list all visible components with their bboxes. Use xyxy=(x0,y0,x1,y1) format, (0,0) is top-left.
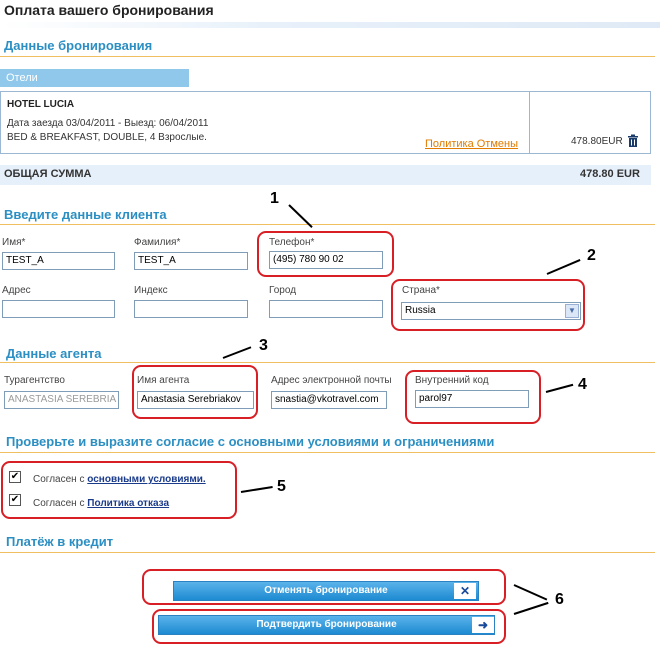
first-name-label: Имя* xyxy=(2,237,26,248)
close-icon: ✕ xyxy=(454,583,476,599)
confirm-booking-label: Подтвердить бронирование xyxy=(256,619,397,630)
agent-section-title: Данные агента xyxy=(6,346,102,361)
divider xyxy=(529,91,530,154)
cancellation-policy-link[interactable]: Политика Отмены xyxy=(425,138,519,150)
divider xyxy=(0,224,655,225)
agree-cancellation-checkbox[interactable]: ✔ xyxy=(10,494,20,505)
phone-label: Телефон* xyxy=(269,237,315,248)
highlight-phone xyxy=(257,231,394,277)
internal-code-label: Внутренний код xyxy=(415,375,489,386)
country-value: Russia xyxy=(405,305,436,316)
hotel-price: 478.80EUR xyxy=(571,136,623,147)
divider xyxy=(0,552,655,553)
arrow-right-icon: ➜ xyxy=(472,617,494,633)
agent-name-label: Имя агента xyxy=(137,375,190,386)
room-details: BED & BREAKFAST, DOUBLE, 4 Взрослые. xyxy=(7,132,207,143)
zip-label: Индекс xyxy=(134,285,168,296)
first-name-field[interactable]: TEST_A xyxy=(2,252,115,270)
callout-number: 4 xyxy=(578,376,587,393)
zip-field[interactable] xyxy=(134,300,248,318)
cancellation-link[interactable]: Политика отказа xyxy=(87,498,170,509)
hotel-name: HOTEL LUCIA xyxy=(7,99,75,110)
internal-code-field[interactable]: parol97 xyxy=(415,390,529,408)
client-section-title: Введите данные клиента xyxy=(4,207,167,222)
country-label: Страна* xyxy=(402,285,440,296)
booking-section-title: Данные бронирования xyxy=(4,38,153,53)
city-field[interactable] xyxy=(269,300,383,318)
tab-hotels[interactable]: Отели xyxy=(0,69,189,87)
callout-leader xyxy=(547,259,581,275)
agency-label: Турагентство xyxy=(4,375,65,386)
total-label: ОБЩАЯ СУММА xyxy=(4,168,92,180)
callout-number: 6 xyxy=(555,591,564,608)
email-label: Адрес электронной почты xyxy=(271,375,392,386)
callout-number: 2 xyxy=(587,247,596,264)
terms-section-title: Проверьте и выразите согласие с основными условиями и ограничениями xyxy=(6,434,495,449)
title-rule xyxy=(0,22,660,28)
highlight-agreements xyxy=(1,461,237,519)
callout-number: 1 xyxy=(270,190,279,207)
trash-icon[interactable] xyxy=(627,134,639,147)
city-label: Город xyxy=(269,285,297,296)
callout-leader xyxy=(546,384,574,393)
booking-dates: Дата заезда 03/04/2011 - Выезд: 06/04/2011 xyxy=(7,118,209,129)
highlight-confirm-button xyxy=(152,609,506,644)
callout-leader xyxy=(241,486,273,493)
agency-field: ANASTASIA SEREBRIA xyxy=(4,391,119,409)
highlight-agent-name xyxy=(132,365,258,419)
callout-leader xyxy=(514,602,549,615)
highlight-country xyxy=(391,279,585,331)
address-label: Адрес xyxy=(2,285,31,296)
agent-name-field[interactable]: Anastasia Serebriakov xyxy=(137,391,254,409)
agree-terms-checkbox[interactable]: ✔ xyxy=(10,471,20,482)
divider xyxy=(0,452,655,453)
agree-cancellation-prefix: Согласен с xyxy=(33,498,85,509)
email-field[interactable]: snastia@vkotravel.com xyxy=(271,391,387,409)
callout-leader xyxy=(223,346,252,359)
terms-link[interactable]: основными условиями. xyxy=(87,474,206,485)
last-name-label: Фамилия* xyxy=(134,237,181,248)
payment-section-title: Платёж в кредит xyxy=(6,534,114,549)
callout-leader xyxy=(514,584,548,600)
divider xyxy=(0,362,655,363)
last-name-field[interactable]: TEST_A xyxy=(134,252,248,270)
total-bar xyxy=(0,165,651,185)
chevron-down-icon[interactable]: ▼ xyxy=(565,304,579,318)
callout-number: 3 xyxy=(259,337,268,354)
cancel-booking-label: Отменять бронирование xyxy=(264,585,388,596)
callout-number: 5 xyxy=(277,478,286,495)
highlight-cancel-button xyxy=(142,569,506,605)
divider xyxy=(0,56,655,57)
address-field[interactable] xyxy=(2,300,115,318)
highlight-internal-code xyxy=(405,370,541,424)
page-title: Оплата вашего бронирования xyxy=(4,2,214,18)
total-value: 478.80 EUR xyxy=(580,168,640,180)
agree-terms-prefix: Согласен с xyxy=(33,474,85,485)
phone-field[interactable]: (495) 780 90 02 xyxy=(269,251,383,269)
